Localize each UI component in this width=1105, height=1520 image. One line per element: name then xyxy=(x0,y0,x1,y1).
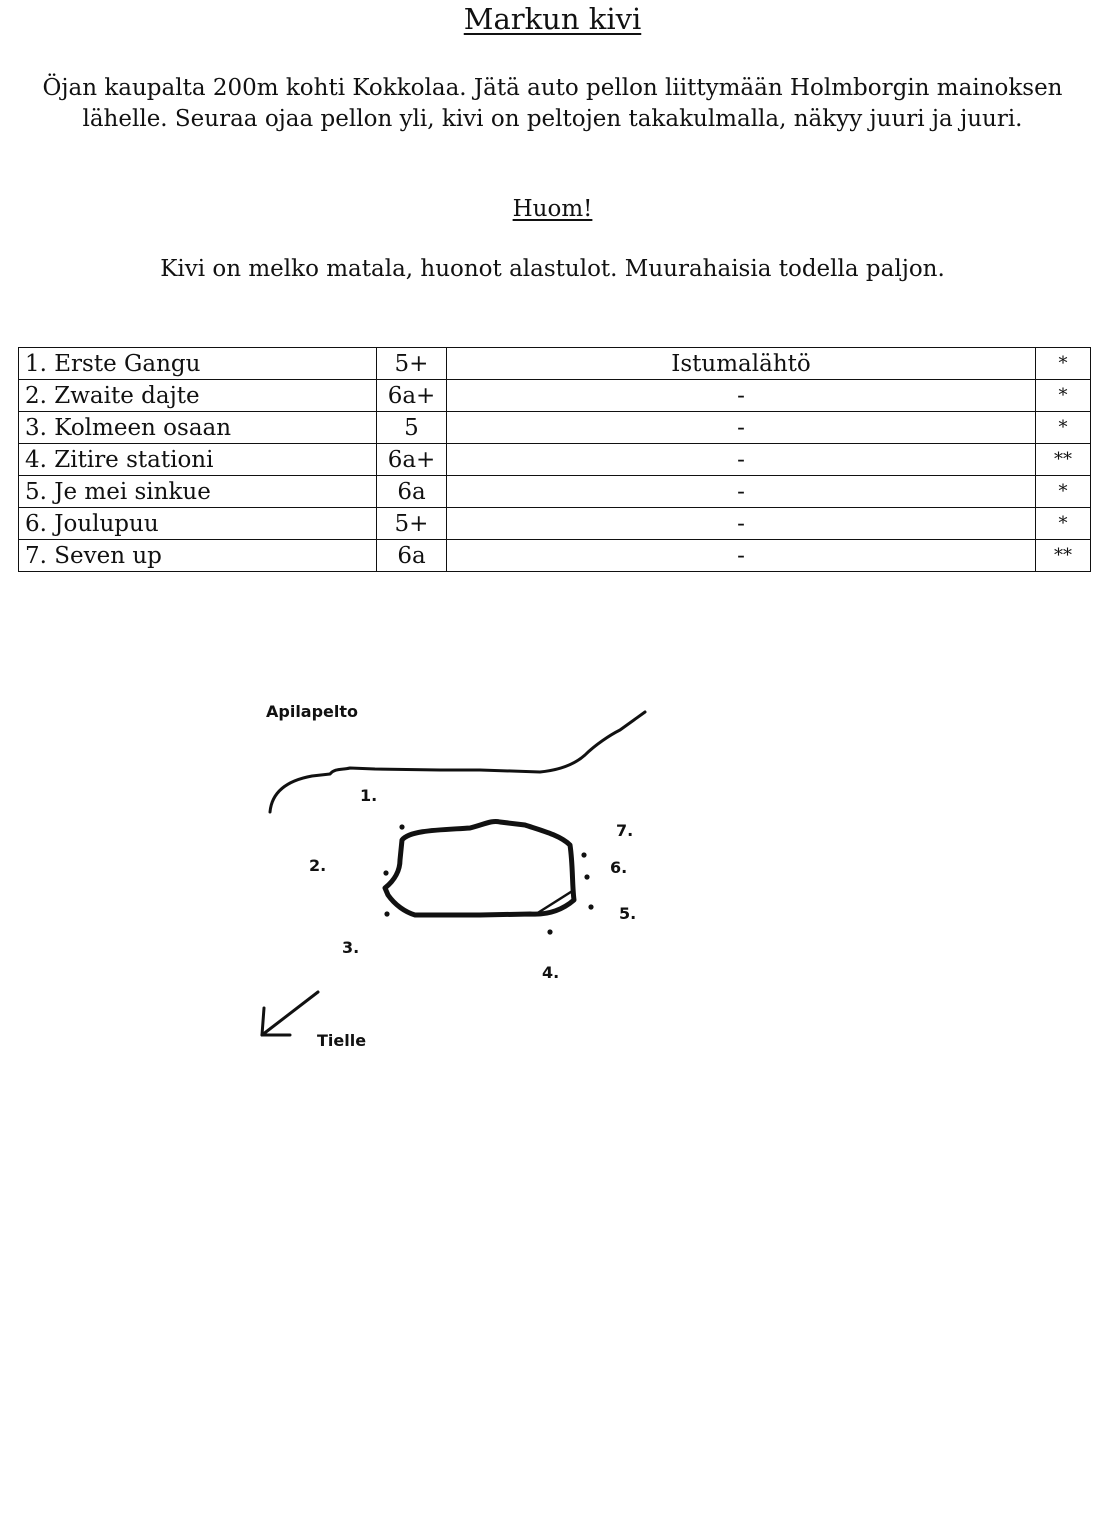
route-stars: * xyxy=(1036,508,1091,540)
route-description: - xyxy=(447,444,1036,476)
route-row xyxy=(19,412,1091,444)
route-row xyxy=(19,444,1091,476)
route-description: - xyxy=(447,540,1036,572)
route-name: 7. Seven up xyxy=(19,540,377,572)
route-number-6: 6. xyxy=(610,858,628,877)
route-name: 3. Kolmeen osaan xyxy=(19,412,377,444)
routes-table xyxy=(18,347,1091,572)
route-stars: ** xyxy=(1036,444,1091,476)
route-name: 2. Zwaite dajte xyxy=(19,380,377,412)
route-number-5: 5. xyxy=(619,904,637,923)
field-edge-line xyxy=(270,712,645,812)
route-stars: * xyxy=(1036,476,1091,508)
route-row xyxy=(19,508,1091,540)
route-name: 4. Zitire stationi xyxy=(19,444,377,476)
boulder-outline xyxy=(385,821,574,915)
route-description: - xyxy=(447,508,1036,540)
page-title: Markun kivi xyxy=(463,2,642,36)
route-number-2: 2. xyxy=(309,856,327,875)
route-grade: 6a xyxy=(377,540,447,572)
route-number-7: 7. xyxy=(616,821,634,840)
route-row xyxy=(19,476,1091,508)
route-row xyxy=(19,380,1091,412)
route-name: 6. Joulupuu xyxy=(19,508,377,540)
route-stars: * xyxy=(1036,348,1091,380)
route-stars: * xyxy=(1036,380,1091,412)
route-grade: 6a+ xyxy=(377,380,447,412)
route-description: Istumalähtö xyxy=(447,348,1036,380)
route-number-3: 3. xyxy=(342,938,360,957)
route-grade: 5+ xyxy=(377,508,447,540)
note-text: Kivi on melko matala, huonot alastulot. Muurahaisia todella paljon. xyxy=(160,256,945,282)
road-label: Tielle xyxy=(317,1031,367,1050)
route-number-4: 4. xyxy=(542,963,560,982)
boulder-map xyxy=(240,690,680,1070)
route-grade: 6a+ xyxy=(377,444,447,476)
arrow-down-left-icon xyxy=(262,992,318,1035)
route-name: 1. Erste Gangu xyxy=(19,348,377,380)
field-label: Apilapelto xyxy=(266,702,359,721)
route-description: - xyxy=(447,380,1036,412)
route-grade: 6a xyxy=(377,476,447,508)
route-description: - xyxy=(447,412,1036,444)
route-name: 5. Je mei sinkue xyxy=(19,476,377,508)
approach-description: Öjan kaupalta 200m kohti Kokkolaa. Jätä auto pellon liittymään Holmborgin mainoksen lähelle. Seuraa ojaa pellon yli, kivi on peltojen takakulmalla, näkyy juuri ja juuri. xyxy=(42,75,1063,132)
route-stars: * xyxy=(1036,412,1091,444)
route-row xyxy=(19,540,1091,572)
route-row xyxy=(19,348,1091,380)
route-description: - xyxy=(447,476,1036,508)
route-grade: 5+ xyxy=(377,348,447,380)
route-stars: ** xyxy=(1036,540,1091,572)
note-heading: Huom! xyxy=(512,196,593,222)
route-number-1: 1. xyxy=(360,786,378,805)
route-grade: 5 xyxy=(377,412,447,444)
